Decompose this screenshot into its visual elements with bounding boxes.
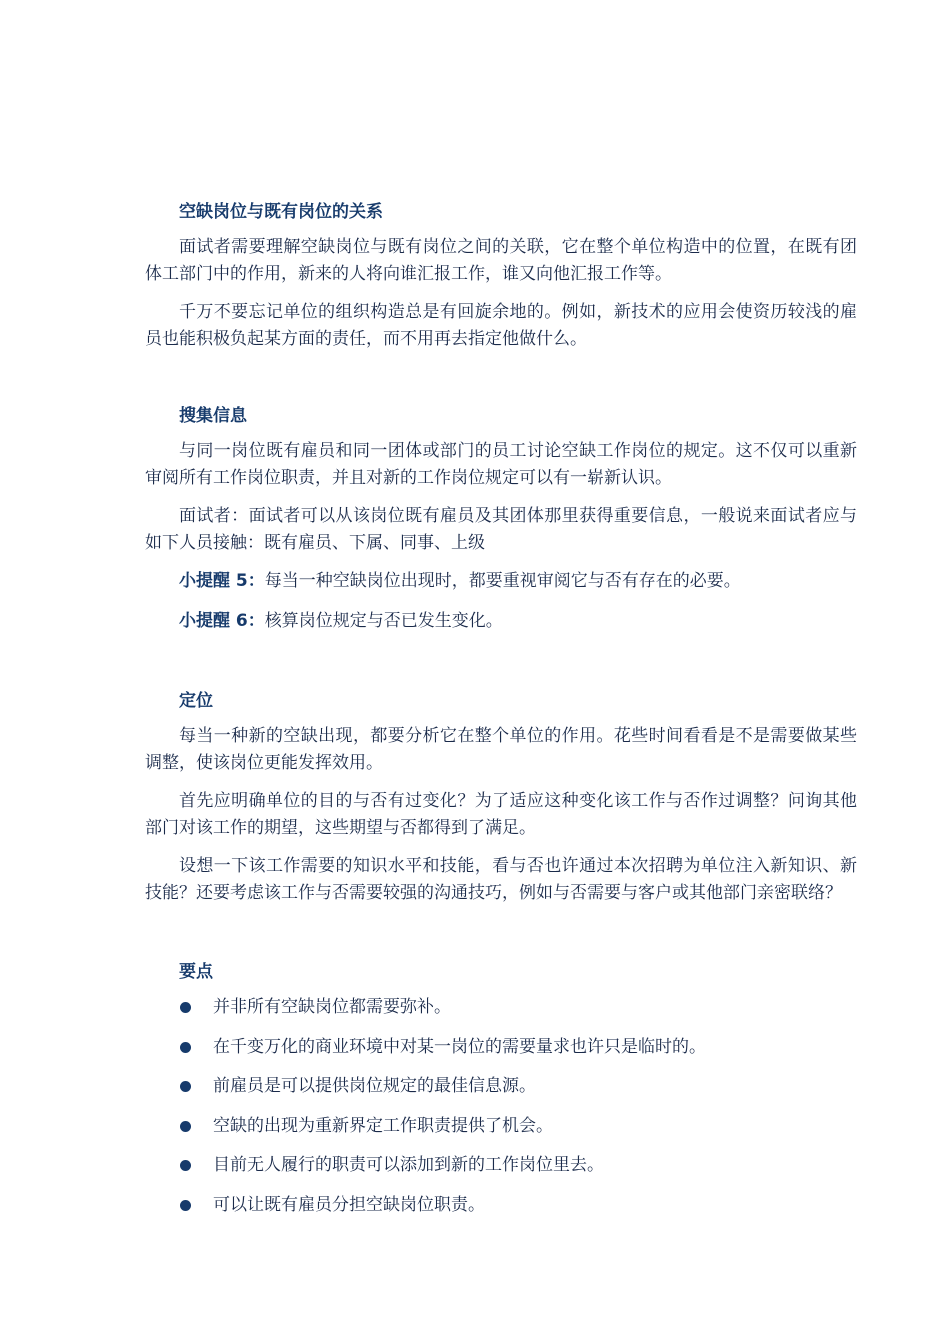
document-page (145, 198, 857, 1231)
bullet-dot-icon (180, 1200, 191, 1211)
paragraph: 面试者需要理解空缺岗位与既有岗位之间的关联，它在整个单位构造中的位置，在既有团体工部门中的作用，新来的人将向谁汇报工作，谁又向他汇报工作等。 (145, 237, 857, 284)
section-heading: 要点 (179, 962, 213, 982)
tip-item (145, 568, 857, 595)
section-spacer (145, 918, 857, 958)
section-spacer (145, 647, 857, 687)
paragraph: 与同一岗位既有雇员和同一团体或部门的员工讨论空缺工作岗位的规定。这不仅可以重新审阅所有工作岗位职责，并且对新的工作岗位规定可以有一崭新认识。 (145, 441, 857, 488)
section-heading: 定位 (179, 691, 213, 711)
list-item (145, 1034, 857, 1061)
list-item (145, 1192, 857, 1219)
list-item (145, 1073, 857, 1100)
bullet-dot-icon (180, 1042, 191, 1053)
paragraph: 首先应明确单位的目的与否有过变化？为了适应这种变化该工作与否作过调整？问询其他部门对该工作的期望，这些期望与否都得到了满足。 (145, 791, 857, 838)
list-item (145, 1113, 857, 1140)
bullet-dot-icon (180, 1002, 191, 1013)
tip-text: 每当一种空缺岗位出现时，都要重视审阅它与否有存在的必要。 (264, 571, 741, 591)
bullet-dot-icon (180, 1081, 191, 1092)
tip-label: 小提醒 5： (179, 571, 265, 591)
bullet-dot-icon (180, 1160, 191, 1171)
tip-label: 小提醒 6： (179, 610, 265, 631)
section-relationship (145, 198, 857, 352)
section-heading: 搜集信息 (179, 406, 247, 426)
section-positioning (145, 687, 857, 906)
list-item-text: 在千变万化的商业环境中对某一岗位的需要量求也许只是临时的。 (213, 1036, 706, 1057)
list-item-text: 并非所有空缺岗位都需要弥补。 (213, 997, 451, 1017)
paragraph: 面试者：面试者可以从该岗位既有雇员及其团体那里获得重要信息，一般说来面试者应与如下人员接触：既有雇员、下属、同事、上级 (145, 506, 857, 553)
list-item (145, 1152, 857, 1179)
list-item-text: 目前无人履行的职责可以添加到新的工作岗位里去。 (213, 1155, 604, 1175)
section-gather-info (145, 402, 857, 634)
bullet-dot-icon (180, 1121, 191, 1132)
paragraph: 设想一下该工作需要的知识水平和技能，看与否也许通过本次招聘为单位注入新知识、新技能？还要考虑该工作与否需要较强的沟通技巧，例如与否需要与客户或其他部门亲密联络？ (145, 856, 857, 903)
paragraph: 每当一种新的空缺出现，都要分析它在整个单位的作用。花些时间看看是不是需要做某些调整，使该岗位更能发挥效用。 (145, 726, 857, 773)
list-item-text: 可以让既有雇员分担空缺岗位职责。 (213, 1194, 485, 1215)
paragraph: 千万不要忘记单位的组织构造总是有回旋余地的。例如，新技术的应用会使资历较浅的雇员也能积极负起某方面的责任，而不用再去指定他做什么。 (145, 302, 857, 349)
list-item (145, 994, 857, 1021)
key-points-list (145, 994, 857, 1218)
section-heading: 空缺岗位与既有岗位的关系 (179, 202, 383, 222)
list-item-text: 空缺的出现为重新界定工作职责提供了机会。 (213, 1115, 553, 1136)
tip-item (145, 608, 857, 635)
section-spacer (145, 364, 857, 402)
tip-text: 核算岗位规定与否已发生变化。 (264, 610, 503, 631)
list-item-text: 前雇员是可以提供岗位规定的最佳信息源。 (213, 1076, 536, 1096)
section-key-points (145, 958, 857, 1218)
